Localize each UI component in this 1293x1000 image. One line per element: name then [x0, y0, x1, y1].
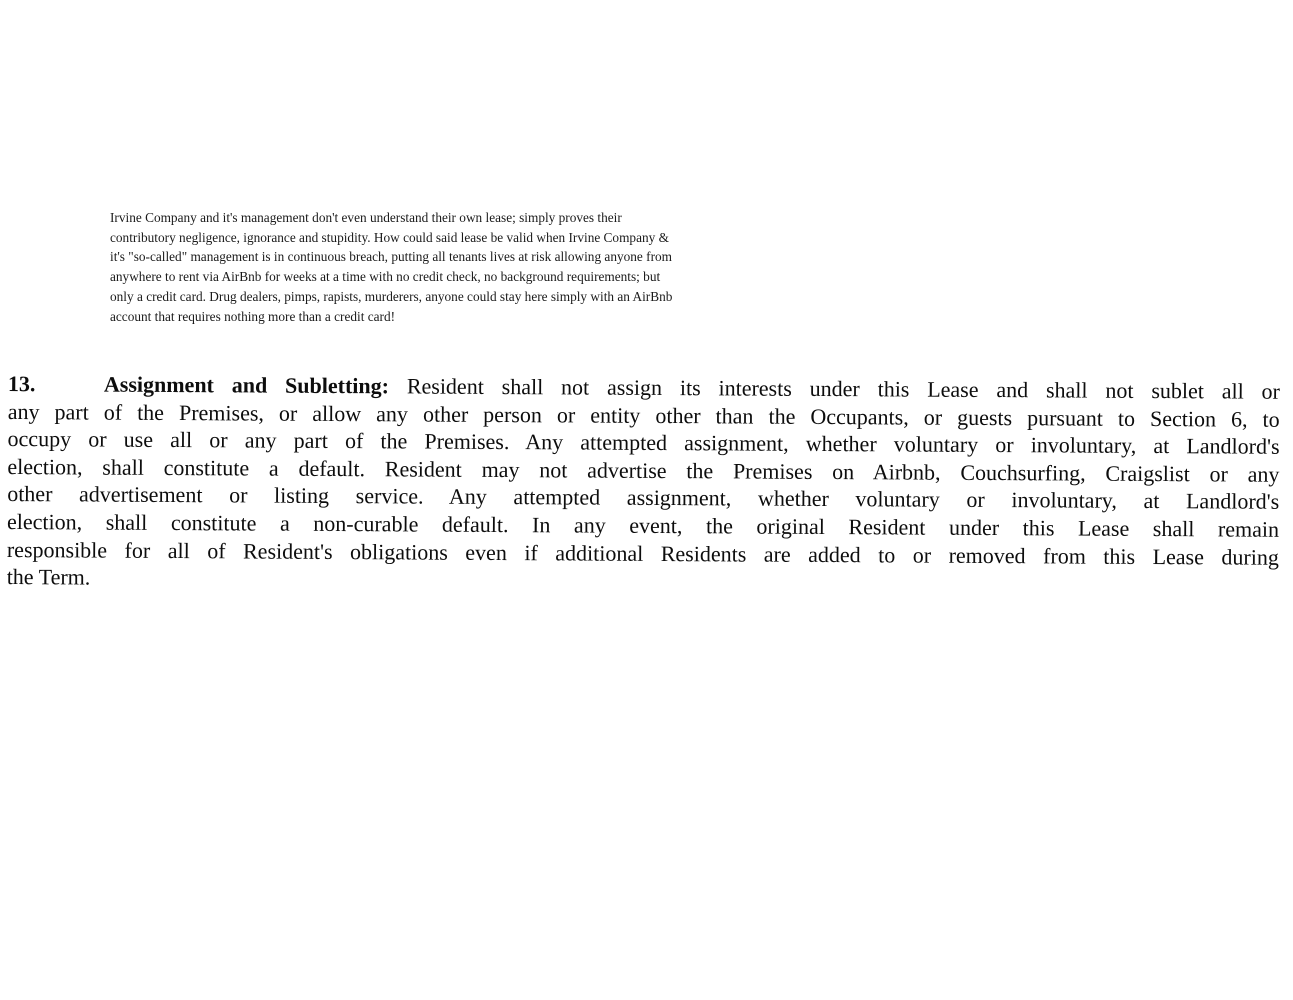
clause-line: election, shall constitute a non-curable default. In any event, the original Resident under this Lease shall remain	[6, 508, 1280, 542]
clause-line: the Term.	[6, 564, 91, 590]
handwritten-style-annotation	[110, 208, 810, 326]
annotation-line: contributory negligence, ignorance and stupidity. How could said lease be valid when Irvine Company &	[110, 229, 669, 245]
clause-heading: Assignment and Subletting:	[103, 371, 390, 399]
annotation-line: only a credit card. Drug dealers, pimps, rapists, murderers, anyone could stay here simply with an AirBnb	[110, 288, 673, 304]
lease-clause-13	[7, 370, 1280, 599]
clause-line: responsible for all of Resident's obligations even if additional Residents are added to or removed from this Lease during	[6, 536, 1279, 570]
annotation-line: anywhere to rent via AirBnb for weeks at a time with no credit check, no background requirements; but	[110, 269, 661, 285]
clause-line: occupy or use all or any part of the Premises. Any attempted assignment, whether voluntary or involuntary, at Landlord's	[7, 426, 1280, 459]
clause-line: other advertisement or listing service. Any attempted assignment, whether voluntary or involuntary, at Landlord's	[7, 481, 1280, 515]
clause-line: any part of the Premises, or allow any other person or entity other than the Occupants, or guests pursuant to Section 6, to	[7, 398, 1280, 432]
annotation-line: it's "so-called" management is in continuous breach, putting all tenants lives at risk allowing anyone from	[110, 249, 672, 265]
clause-first-line-text: Resident shall not assign its interests under this Lease and shall not sublet all or	[406, 373, 1281, 404]
clause-line: election, shall constitute a default. Resident may not advertise the Premises on Airbnb, Couchsurfing, Craigslist or any	[7, 453, 1280, 487]
clause-number: 13.	[7, 370, 36, 397]
annotation-line: account that requires nothing more than a credit card!	[110, 308, 396, 324]
annotation-line: Irvine Company and it's management don't even understand their own lease; simply proves their	[110, 210, 622, 225]
